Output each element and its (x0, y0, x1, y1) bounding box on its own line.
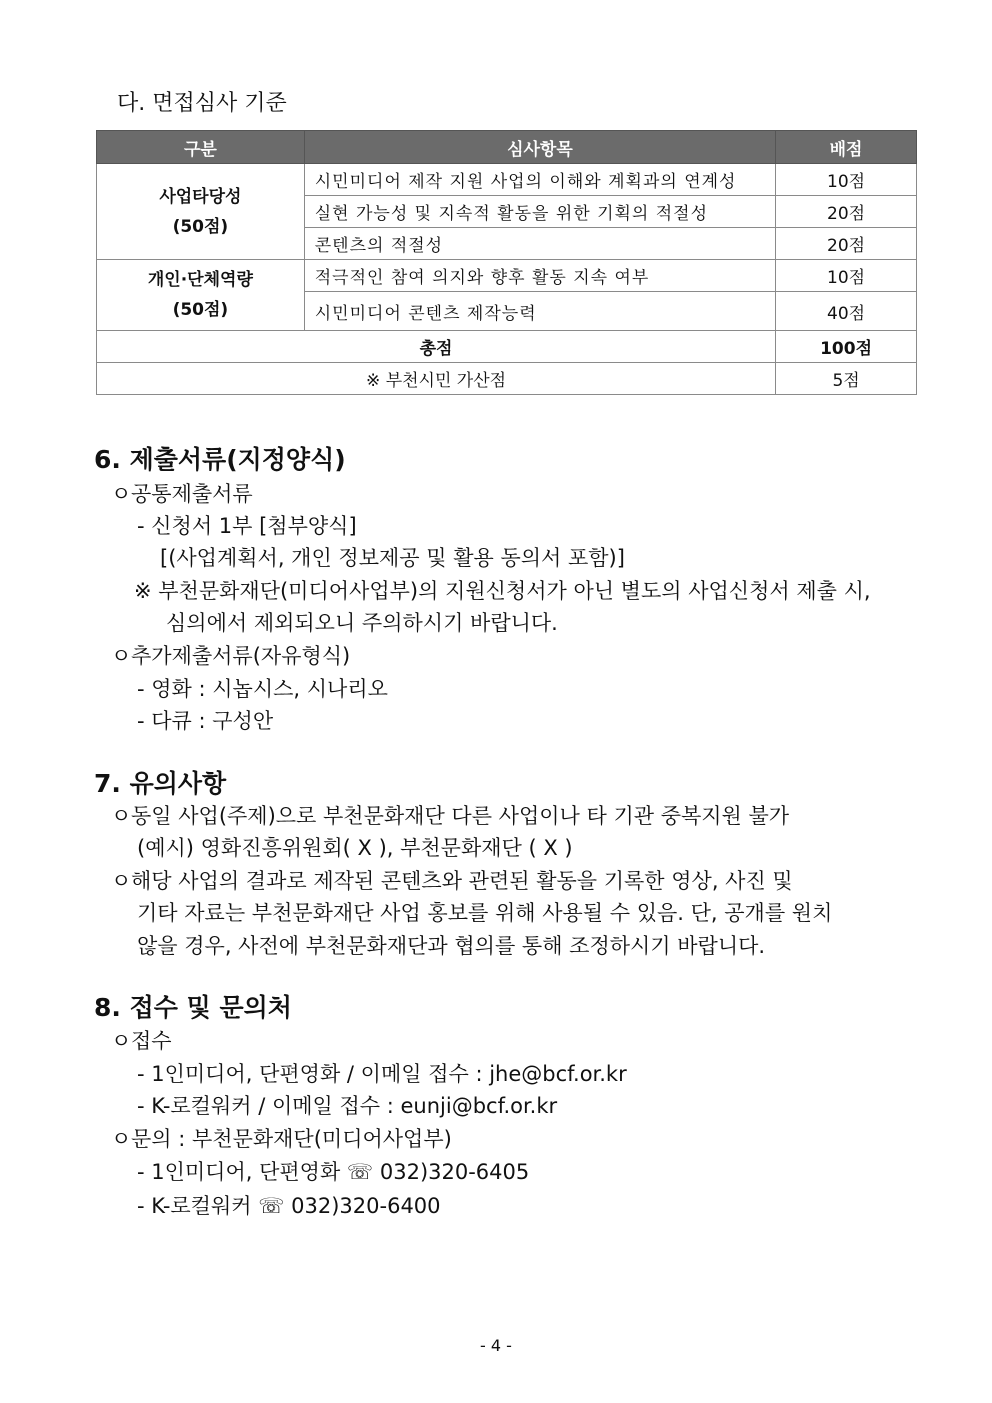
reception-item: - K-로컬워커 / 이메일 접수 : eunji@bcf.or.kr (137, 1094, 558, 1118)
bullet-icon: ㅇ (111, 804, 132, 828)
bullet-icon: ㅇ (111, 644, 132, 668)
total-row (97, 331, 917, 363)
common-docs-line (111, 478, 253, 508)
notice-text: 동일 사업(주제)으로 부천문화재단 다른 사업이나 타 기관 중복지원 불가 (131, 804, 790, 828)
notice-text-cont: 기타 자료는 부천문화재단 사업 홍보를 위해 사용될 수 있음. 단, 공개를 원치 (137, 901, 833, 925)
interview-score-table (96, 130, 917, 395)
bullet-icon: ㅇ (111, 482, 132, 506)
bullet-icon: ㅇ (111, 1029, 132, 1053)
header-item: 심사항목 (304, 131, 775, 164)
table-row (97, 260, 917, 292)
inquiry-label: 문의 : 부천문화재단(미디어사업부) (131, 1127, 452, 1151)
bullet-icon: ㅇ (111, 869, 132, 893)
category-label: 개인·단체역량 (147, 270, 253, 290)
common-docs-item: - 신청서 1부 [첨부양식] (137, 514, 357, 538)
common-docs-note-cont: 심의에서 제외되오니 주의하시기 바랍니다. (166, 611, 558, 635)
bonus-points: 5점 (776, 363, 917, 395)
category-points: (50점) (172, 300, 229, 320)
notice-text: 해당 사업의 결과로 제작된 콘텐츠와 관련된 활동을 기록한 영상, 사진 및 (131, 869, 793, 893)
notice-text-cont: 않을 경우, 사전에 부천문화재단과 협의를 통해 조정하시기 바랍니다. (137, 934, 766, 958)
reception-label: 접수 (131, 1029, 172, 1053)
header-category: 구분 (97, 131, 305, 164)
additional-docs-item: - 다큐 : 구성안 (137, 709, 274, 733)
total-points: 100점 (776, 331, 917, 363)
criteria-item: 실현 가능성 및 지속적 활동을 위한 기획의 적절성 (304, 196, 775, 228)
criteria-points: 10점 (776, 260, 917, 292)
table-row (97, 164, 917, 196)
reception-line (111, 1025, 172, 1055)
inquiry-line (111, 1123, 452, 1153)
section7-title: 7. 유의사항 (94, 769, 227, 798)
reception-item: - 1인미디어, 단편영화 / 이메일 접수 : jhe@bcf.or.kr (137, 1062, 627, 1086)
bonus-label: ※ 부천시민 가산점 (97, 363, 776, 395)
total-label: 총점 (97, 331, 776, 363)
inquiry-item: - K-로컬워커 ☏ 032)320-6400 (137, 1194, 441, 1218)
table-header-row (97, 131, 917, 164)
section8-title: 8. 접수 및 문의처 (94, 993, 292, 1022)
category-cell (97, 260, 305, 331)
criteria-points: 20점 (776, 228, 917, 260)
category-cell (97, 164, 305, 260)
bonus-row (97, 363, 917, 395)
criteria-item: 콘텐츠의 적절성 (304, 228, 775, 260)
header-points: 배점 (776, 131, 917, 164)
interview-criteria-heading: 다. 면접심사 기준 (117, 91, 287, 116)
criteria-item: 시민미디어 콘텐츠 제작능력 (304, 292, 775, 331)
criteria-points: 10점 (776, 164, 917, 196)
common-docs-detail: [(사업계획서, 개인 정보제공 및 활용 동의서 포함)] (160, 546, 625, 570)
criteria-points: 20점 (776, 196, 917, 228)
criteria-points: 40점 (776, 292, 917, 331)
inquiry-item: - 1인미디어, 단편영화 ☏ 032)320-6405 (137, 1160, 530, 1184)
common-docs-label: 공통제출서류 (131, 482, 253, 506)
common-docs-note: ※ 부천문화재단(미디어사업부)의 지원신청서가 아닌 별도의 사업신청서 제출 시, (134, 579, 871, 603)
additional-docs-item: - 영화 : 시놉시스, 시나리오 (137, 677, 388, 701)
category-label: 사업타당성 (159, 186, 242, 207)
notice-line (111, 800, 871, 830)
additional-docs-label: 추가제출서류(자유형식) (131, 644, 351, 668)
category-points: (50점) (172, 216, 229, 237)
notice-example: (예시) 영화진흥위원회( X ), 부천문화재단 ( X ) (137, 836, 573, 860)
criteria-item: 시민미디어 제작 지원 사업의 이해와 계획과의 연계성 (304, 164, 775, 196)
bullet-icon: ㅇ (111, 1127, 132, 1151)
criteria-item: 적극적인 참여 의지와 향후 활동 지속 여부 (304, 260, 775, 292)
notice-line (111, 865, 898, 895)
section6-title: 6. 제출서류(지정양식) (94, 445, 346, 474)
page-number: - 4 - (480, 1336, 512, 1355)
additional-docs-line (111, 640, 350, 670)
